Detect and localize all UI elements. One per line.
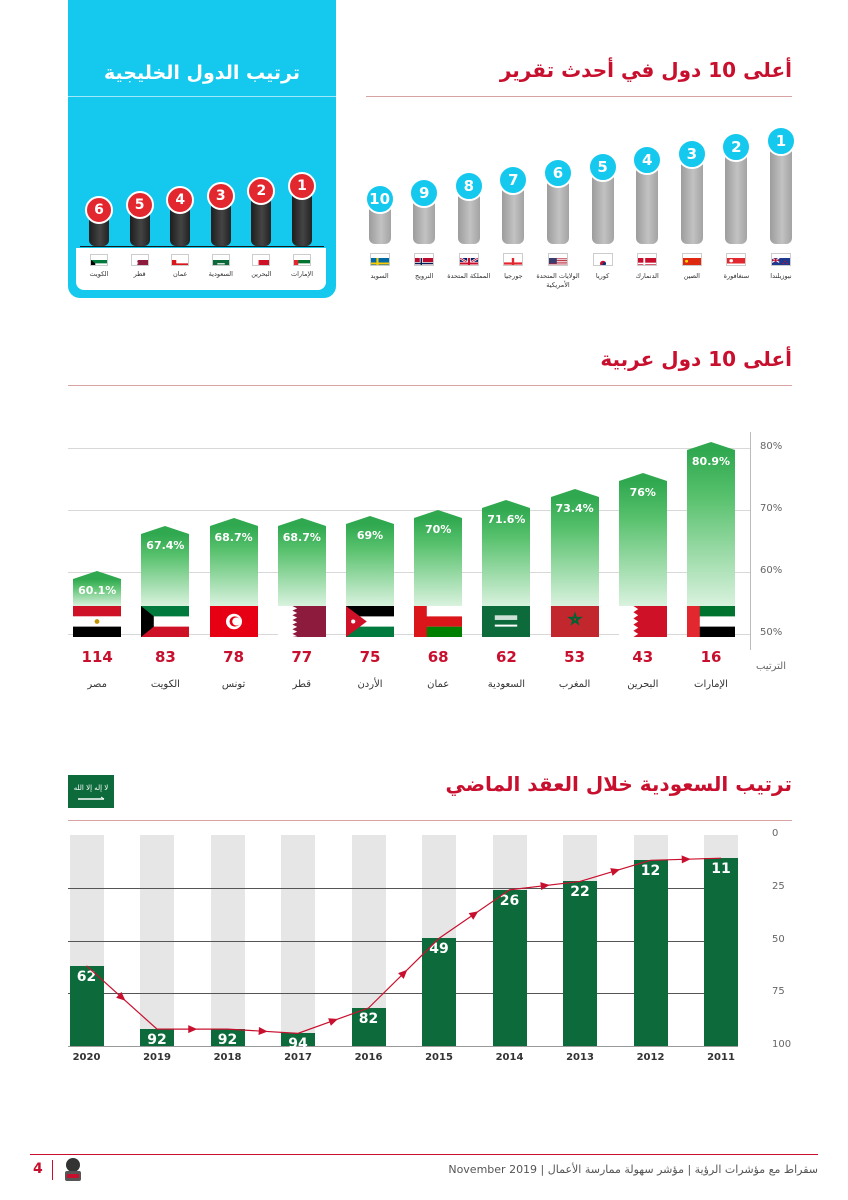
flag-sa-icon — [482, 606, 530, 637]
saudi-bar — [704, 858, 738, 1046]
arab-bar — [687, 450, 735, 606]
gulf-country-name: البحرين — [251, 270, 272, 278]
arab-bar-cap — [414, 510, 462, 518]
arab-bar-cap — [687, 442, 735, 450]
arab-bar-cap — [482, 500, 530, 508]
saudi-value-label: 12 — [640, 863, 661, 880]
arab-bar-cap — [346, 516, 394, 524]
top10-country-name: النرويج — [414, 272, 434, 280]
flag-jo-icon — [346, 606, 394, 637]
saudi-y-tick: 50 — [772, 933, 785, 945]
arab-bar-cap — [278, 518, 326, 526]
saudi-value-label: 11 — [711, 861, 731, 878]
arab-value-label: 67.4% — [146, 539, 185, 553]
arab-value-label: 68.7% — [282, 531, 321, 545]
top10-rank-badge: 1 — [766, 126, 796, 156]
arab-bar-cap — [619, 473, 667, 481]
footer-text: سقراط مع مؤشرات الرؤية | مؤشر سهولة ممارسة الأعمال | November 2019 — [448, 1163, 818, 1176]
arab-country-name: المغرب — [558, 679, 591, 690]
saudi-value-label: 62 — [76, 968, 97, 985]
flag-ge-icon — [504, 258, 522, 266]
flag-gb-icon — [460, 258, 478, 266]
arab-flag — [551, 606, 599, 637]
arab-rank: 53 — [564, 648, 586, 666]
gulf-rank-badge: 5 — [126, 191, 154, 219]
top10-rank-badge: 3 — [677, 139, 707, 169]
arab-country-name: البحرين — [627, 679, 659, 690]
saudi-trend-arrow — [259, 1027, 268, 1036]
arab-rank: 78 — [223, 648, 245, 666]
arab-y-tick: 70% — [760, 503, 783, 514]
arab-y-tick: 60% — [760, 565, 783, 576]
arab-value-label: 80.9% — [691, 455, 731, 469]
top10-country-name: سنغافورة — [723, 272, 750, 280]
footer-divider — [52, 1160, 53, 1180]
socrates-logo-icon — [62, 1156, 84, 1184]
flag-ae-icon — [294, 260, 310, 266]
arab-title: أعلى 10 دول عربية — [600, 347, 792, 371]
top10-flag-icon — [593, 253, 613, 266]
gulf-country-name: الكويت — [89, 270, 109, 278]
top10-country-name: المملكة المتحدة — [447, 272, 491, 280]
flag-nz-icon — [772, 258, 790, 266]
saudi-trend-polyline — [87, 858, 722, 1033]
arab-rank: 114 — [81, 648, 113, 666]
arab-gridline — [68, 448, 750, 449]
saudi-trend-arrow — [682, 855, 691, 863]
flag-us-icon — [549, 258, 567, 266]
flag-sg-icon — [727, 258, 745, 266]
arab-country-name: قطر — [292, 679, 312, 690]
arab-flag — [414, 606, 462, 637]
arab-rule — [68, 385, 792, 386]
top10-flag-icon — [682, 253, 702, 266]
gulf-flag-icon — [252, 254, 270, 266]
gulf-rank-badge: 2 — [247, 177, 275, 205]
gulf-country-name: قطر — [133, 270, 146, 278]
arab-bar — [619, 481, 667, 606]
top10-flag-icon — [548, 253, 568, 266]
arab-country-name: مصر — [87, 679, 107, 690]
top10-country-name: الصين — [683, 272, 700, 280]
flag-qa-icon — [278, 606, 326, 637]
saudi-y-tick: 100 — [772, 1039, 792, 1050]
flag-dk-icon — [638, 258, 656, 266]
flag-ma-icon — [551, 606, 599, 637]
gulf-baseline — [80, 246, 324, 247]
top10-title: أعلى 10 دول في أحدث تقرير — [499, 58, 792, 82]
saudi-y-tick: 75 — [772, 986, 785, 998]
flag-bh-icon — [619, 606, 667, 637]
arab-rank: 68 — [427, 648, 449, 666]
top10-rank-badge: 6 — [543, 158, 573, 188]
page-number: 4 — [33, 1161, 43, 1177]
arab-y-axis — [750, 432, 751, 650]
arab-rank: 43 — [632, 648, 654, 666]
saudi-bar — [634, 860, 668, 1046]
top10-country-name: الدنمارك — [635, 272, 659, 280]
saudi-y-tick: 0 — [772, 828, 779, 839]
arab-flag — [210, 606, 258, 637]
top10-flag-icon — [637, 253, 657, 266]
top10-flag-icon — [726, 253, 746, 266]
flag-om-icon — [414, 606, 462, 637]
top10-flag-icon — [414, 253, 434, 266]
gulf-flag-icon — [171, 254, 189, 266]
rank-axis-label: الترتيب — [756, 661, 786, 672]
saudi-value-label: 92 — [147, 1032, 167, 1049]
saudi-value-label: 94 — [288, 1036, 308, 1053]
arab-rank: 77 — [291, 648, 313, 666]
gulf-flag-strip — [76, 248, 326, 290]
saudi-year-label: 2017 — [284, 1052, 312, 1063]
arab-flag — [687, 606, 735, 637]
saudi-value-label: 22 — [570, 884, 590, 901]
saudi-year-label: 2014 — [495, 1052, 524, 1063]
flag-sa-icon — [213, 260, 229, 266]
saudi-year-label: 2011 — [707, 1052, 735, 1063]
gulf-country-name: السعودية — [208, 270, 233, 278]
flag-kw-icon — [141, 606, 189, 637]
arab-country-name: الكويت — [150, 679, 180, 690]
gulf-rank-badge: 6 — [85, 196, 113, 224]
arab-flag — [482, 606, 530, 637]
gulf-rank-badge: 1 — [288, 172, 316, 200]
flag-kw-icon — [91, 260, 107, 266]
saudi-trend-arrow — [610, 866, 621, 876]
flag-eg-icon — [73, 606, 121, 637]
arab-country-name: السعودية — [487, 679, 526, 690]
gulf-title-rule — [68, 96, 336, 97]
arab-country-name: تونس — [221, 679, 246, 690]
arab-value-label: 69% — [356, 529, 384, 543]
saudi-value-label: 49 — [429, 941, 449, 958]
gulf-rank-badge: 3 — [207, 182, 235, 210]
top10-flag-icon — [459, 253, 479, 266]
flag-se-icon — [371, 258, 389, 266]
gulf-country-name: عمان — [172, 270, 188, 278]
arab-rank: 75 — [359, 648, 381, 666]
saudi-bar — [493, 890, 527, 1046]
top10-rule — [366, 96, 792, 97]
top10-flag-icon — [370, 253, 390, 266]
saudi-year-label: 2015 — [425, 1052, 453, 1063]
flag-ae-icon — [687, 606, 735, 637]
arab-bar-cap — [141, 526, 189, 534]
gulf-flag-icon — [293, 254, 311, 266]
arab-flag — [346, 606, 394, 637]
saudi-trend-arrow — [188, 1025, 197, 1033]
saudi-rule — [68, 820, 792, 821]
top10-rank-badge: 2 — [721, 132, 751, 162]
saudi-year-label: 2012 — [636, 1052, 665, 1063]
top10-flag-icon — [503, 253, 523, 266]
gulf-flag-icon — [90, 254, 108, 266]
arab-y-tick: 80% — [760, 441, 783, 452]
top10-rank-badge: 5 — [588, 152, 618, 182]
arab-flag — [278, 606, 326, 637]
svg-text:ﻻ ﺇﻟﻪ ﺇﻻ ﺍﻟﻠﻪ: ﻻ ﺇﻟﻪ ﺇﻻ ﺍﻟﻠﻪ — [73, 784, 109, 792]
flag-kr-icon — [594, 258, 612, 266]
arab-rank: 62 — [495, 648, 517, 666]
arab-flag — [73, 606, 121, 637]
gulf-flag-icon — [131, 254, 149, 266]
arab-value-label: 73.4% — [555, 501, 594, 515]
top10-rank-badge: 8 — [454, 171, 484, 201]
arab-flag — [619, 606, 667, 637]
arab-rank: 83 — [154, 648, 176, 666]
saudi-year-label: 2018 — [213, 1052, 242, 1063]
flag-tn-icon — [210, 606, 258, 637]
arab-value-label: 60.1% — [78, 584, 117, 598]
flag-no-icon — [415, 258, 433, 266]
top10-country-name: السويد — [370, 272, 389, 280]
arab-value-label: 68.7% — [214, 531, 253, 545]
arab-flag — [141, 606, 189, 637]
top10-rank-badge: 9 — [409, 178, 439, 208]
top10-country-name: الولايات المتحدة الأمريكية — [536, 272, 580, 289]
saudi-y-tick: 25 — [772, 880, 785, 892]
top10-rank-badge: 7 — [498, 165, 528, 195]
top10-country-name: كوريا — [595, 272, 610, 280]
top10-rank-badge: 4 — [632, 145, 662, 175]
top10-country-name: نيوزيلندا — [770, 272, 792, 280]
gulf-rank-badge: 4 — [166, 186, 194, 214]
saudi-trend-arrow — [398, 967, 410, 979]
arab-value-label: 76% — [629, 485, 656, 499]
top10-country-name: جورجيا — [504, 272, 523, 280]
gulf-title: ترتيب الدول الخليجية — [104, 62, 300, 84]
footer-rule — [30, 1154, 818, 1155]
saudi-value-label: 82 — [358, 1011, 379, 1028]
top10-rank-badge: 10 — [365, 184, 395, 214]
saudi-trend-arrow — [328, 1015, 339, 1026]
flag-qa-icon — [132, 260, 148, 266]
saudi-trend-arrow — [469, 908, 481, 920]
arab-bar-cap — [551, 489, 599, 497]
saudi-year-label: 2016 — [354, 1052, 383, 1063]
saudi-value-label: 26 — [499, 892, 520, 909]
arab-y-tick: 50% — [760, 627, 783, 638]
arab-country-name: الإمارات — [694, 679, 728, 690]
flag-bh-icon — [253, 260, 269, 266]
saudi-year-label: 2019 — [143, 1052, 171, 1063]
saudi-flag-icon — [68, 775, 114, 808]
arab-country-name: عمان — [427, 679, 450, 690]
arab-bar-cap — [210, 518, 258, 526]
top10-flag-icon — [771, 253, 791, 266]
saudi-title: ترتيب السعودية خلال العقد الماضي — [445, 772, 792, 796]
flag-om-icon — [172, 260, 188, 266]
arab-bar-cap — [73, 571, 121, 579]
saudi-value-label: 92 — [217, 1032, 238, 1049]
gulf-flag-icon — [212, 254, 230, 266]
arab-rank: 16 — [700, 648, 722, 666]
arab-value-label: 71.6% — [487, 513, 526, 527]
saudi-bar — [563, 881, 597, 1046]
flag-cn-icon — [683, 258, 701, 266]
arab-country-name: الأردن — [357, 679, 383, 690]
saudi-year-label: 2013 — [566, 1052, 594, 1063]
gulf-country-name: الإمارات — [290, 270, 314, 278]
arab-value-label: 70% — [425, 523, 452, 536]
saudi-year-label: 2020 — [72, 1052, 101, 1063]
